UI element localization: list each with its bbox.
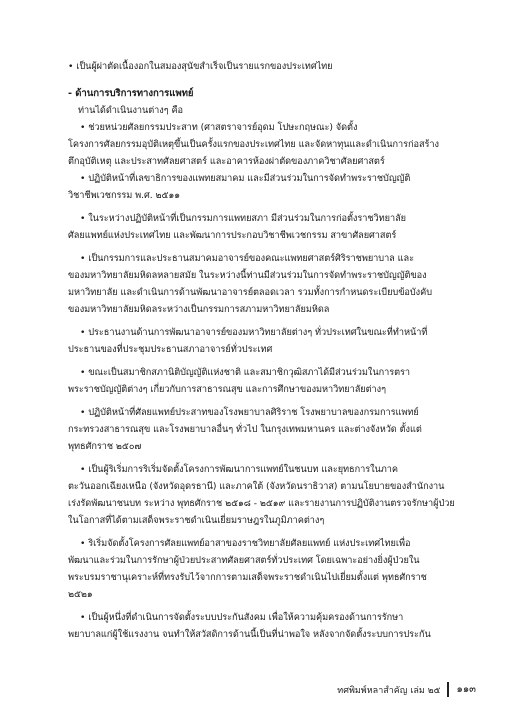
- intro-line: ท่านได้ดำเนินงานต่างๆ คือ: [78, 105, 184, 116]
- body-line: พระบรมราชานุเคราะห์ที่ทรงรับไว้จากการตามเสด็จพระราชดำเนินไปเยี่ยมตั้งแต่ พุทธศักราช: [68, 572, 427, 583]
- body-line: ประธานของที่ประชุมประธานสภาอาจารย์ทั่วประเทศ: [68, 344, 273, 355]
- body-line: พุทธศักราช ๒๕๐๗: [68, 441, 142, 452]
- body-line: พระราชบัญญัติต่างๆ เกี่ยวกับการสาธารณสุข และการศึกษาของมหาวิทยาลัยต่างๆ: [68, 384, 386, 395]
- publication-title: ทศพิมพ์หลาสำคัญ เล่ม ๒๕: [337, 685, 441, 696]
- bullet-line: • เป็นผู้ผ่าตัดเนื้องอกในสมองสุนัขสำเร็จเป็นรายแรกของประเทศไทย: [68, 61, 333, 72]
- bullet-line: • ปฏิบัติหน้าที่เลขาธิการของแพทยสมาคม และมีส่วนร่วมในการจัดทำพระราชบัญญัติ: [80, 173, 411, 184]
- bullet-line: • เป็นกรรมการและประธานสมาคมอาจารย์ของคณะแพทยศาสตร์ศิริราชพยาบาล และ: [80, 253, 414, 264]
- page-number: ๑๑๓: [456, 684, 476, 695]
- bullet-line: • ปฏิบัติหน้าที่ศัลยแพทย์ประสาทของโรงพยาบาลศิริราช โรงพยาบาลของกรมการแพทย์: [80, 407, 419, 418]
- body-line: พยาบาลแก่ผู้ใช้แรงงาน จนทำให้สวัสดิการด้านนี้เป็นที่น่าพอใจ หลังจากจัดตั้งระบบการประกัน: [68, 629, 431, 640]
- body-line: พัฒนาและร่วมในการรักษาผู้ป่วยประสาทศัลยศาสตร์ทั่วประเทศ โดยเฉพาะอย่างยิ่งผู้ป่วยใน: [68, 555, 420, 566]
- body-line: มหาวิทยาลัย และดำเนินการด้านพัฒนาอาจารย์ตลอดเวลา รวมทั้งการกำหนดระเบียบข้อบังคับ: [68, 287, 432, 298]
- bullet-line: • ประธานงานด้านการพัฒนาอาจารย์ของมหาวิทยาลัยต่างๆ ทั่วประเทศในขณะที่ทำหน้าที่: [80, 327, 428, 338]
- bullet-line: • ขณะเป็นสมาชิกสภานิติบัญญัติแห่งชาติ และสมาชิกวุฒิสภาได้มีส่วนร่วมในการตรา: [80, 367, 410, 378]
- body-line: ของมหาวิทยาลัยมหิดลหลายสมัย ในระหว่างนี้ท่านมีส่วนร่วมในการจัดทำพระราชบัญญัติของ: [68, 270, 427, 281]
- page-footer: [337, 682, 476, 697]
- body-line: โครงการศัลยกรรมอุบัติเหตุขึ้นเป็นครั้งแรกของประเทศไทย และจัดหาทุนและดำเนินการก่อสร้าง: [68, 139, 439, 150]
- body-line: วิชาชีพเวชกรรม พ.ศ. ๒๕๑๑: [68, 190, 181, 201]
- bullet-line: • เป็นผู้ริเริ่มการริเริ่มจัดตั้งโครงการพัฒนาการแพทย์ในชนบท และยุทธการในภาค: [80, 464, 399, 475]
- bullet-line: • ในระหว่างปฏิบัติหน้าที่เป็นกรรมการแพทยสภา มีส่วนร่วมในการก่อตั้งราชวิทยาลัย: [80, 213, 407, 224]
- body-line: ของมหาวิทยาลัยมหิดลระหว่างเป็นกรรมการสภามหาวิทยาลัยมหิดล: [68, 304, 330, 315]
- body-line: ในโอกาสที่ได้ตามเสด็จพระราชดำเนินเยี่ยมราษฎรในภูมิภาคต่างๆ: [68, 515, 325, 526]
- body-line: ตะวันออกเฉียงเหนือ (จังหวัดอุดรธานี) และภาคใต้ (จังหวัดนราธิวาส) ตามนโยบายของสำนักงาน: [68, 481, 445, 492]
- body-line: เร่งรัดพัฒนาชนบท ระหว่าง พุทธศักราช ๒๕๑๘ - ๒๕๑๙ และรายงานการปฏิบัติงานตรวจรักษาผู้ป่วย: [68, 498, 455, 509]
- body-line: ๒๕๒๑: [68, 589, 93, 600]
- body-line: กระทรวงสาธารณสุข และโรงพยาบาลอื่นๆ ทั่วไป ในกรุงเทพมหานคร และต่างจังหวัด ตั้งแต่: [68, 424, 422, 435]
- section-heading: - ด้านการบริการทางการแพทย์: [68, 88, 194, 99]
- footer-divider: [447, 682, 449, 697]
- body-line: ตึกอุบัติเหตุ และประสาทศัลยศาสตร์ และอาคารห้องผ่าตัดของภาควิชาศัลยศาสตร์: [68, 156, 385, 167]
- body-line: ศัลยแพทย์แห่งประเทศไทย และพัฒนาการประกอบวิชาชีพเวชกรรม สาขาศัลยศาสตร์: [68, 230, 397, 241]
- bullet-line: • เป็นผู้หนึ่งที่ดำเนินการจัดตั้งระบบประกันสังคม เพื่อให้ความคุ้มครองด้านการรักษา: [80, 612, 404, 623]
- bullet-line: • ริเริ่มจัดตั้งโครงการศัลยแพทย์อาสาของราชวิทยาลัยศัลยแพทย์ แห่งประเทศไทยเพื่อ: [80, 538, 411, 549]
- bullet-line: • ช่วยหน่วยศัลยกรรมประสาท (ศาสตราจารย์อุดม โปษะกฤษณะ) จัดตั้ง: [80, 122, 358, 133]
